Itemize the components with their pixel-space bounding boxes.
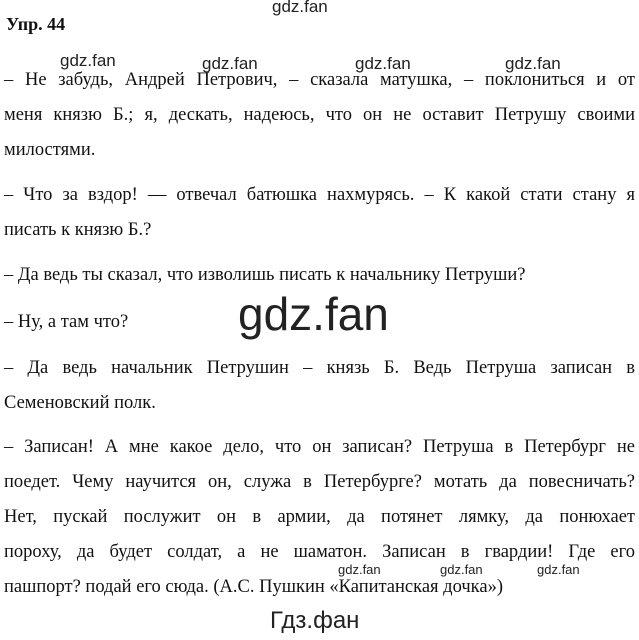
text-line: – Не забудь, Андрей Петрович, – сказала матушка, – поклониться и от — [4, 70, 635, 90]
text-line: меня князю Б.; я, дескать, надеюсь, что он не оставит Петрушу своими — [4, 105, 635, 125]
watermark: gdz.fan — [60, 51, 116, 70]
watermark-top: gdz.fan — [272, 0, 328, 16]
text-line: писать к князю Б.? — [4, 220, 152, 240]
text-line: – Да ведь ты сказал, что изволишь писать к начальнику Петруши? — [4, 265, 526, 285]
text-line: Нет, пускай послужит он в армии, да потянет лямку, да понюхает — [4, 507, 635, 527]
text-line: Семеновский полк. — [4, 393, 156, 413]
text-line: поедет. Чему научится он, служа в Петербурге? мотать да повесничать? — [4, 472, 635, 492]
text-line: пороху, да будет солдат, а не шаматон. Записан в гвардии! Где его — [4, 542, 635, 562]
text-line: милостями. — [4, 140, 96, 160]
watermark: gdz.fan — [537, 562, 580, 577]
text-line: – Что за вздор! — отвечал батюшка нахмурясь. – К какой стати стану я — [4, 185, 635, 205]
text-line: пашпорт? подай его сюда. (А.С. Пушкин «Капитанская дочка») — [4, 577, 504, 597]
watermark: gdz.fan — [338, 562, 381, 577]
watermark: gdz.fan — [202, 54, 258, 73]
text-line: – Ну, а там что? — [4, 312, 129, 332]
watermark-center: gdz.fan — [238, 288, 389, 340]
exercise-title: Упр. 44 — [6, 14, 66, 34]
watermark: gdz.fan — [355, 54, 411, 73]
text-line: – Да ведь начальник Петрушин – князь Б. Ведь Петруша записан в — [4, 358, 635, 378]
text-line: – Записан! А мне какое дело, что он записан? Петруша в Петербург не — [4, 437, 635, 457]
watermark-bottom: Гдз.фан — [270, 607, 360, 634]
watermark: gdz.fan — [440, 562, 483, 577]
watermark: gdz.fan — [505, 54, 561, 73]
